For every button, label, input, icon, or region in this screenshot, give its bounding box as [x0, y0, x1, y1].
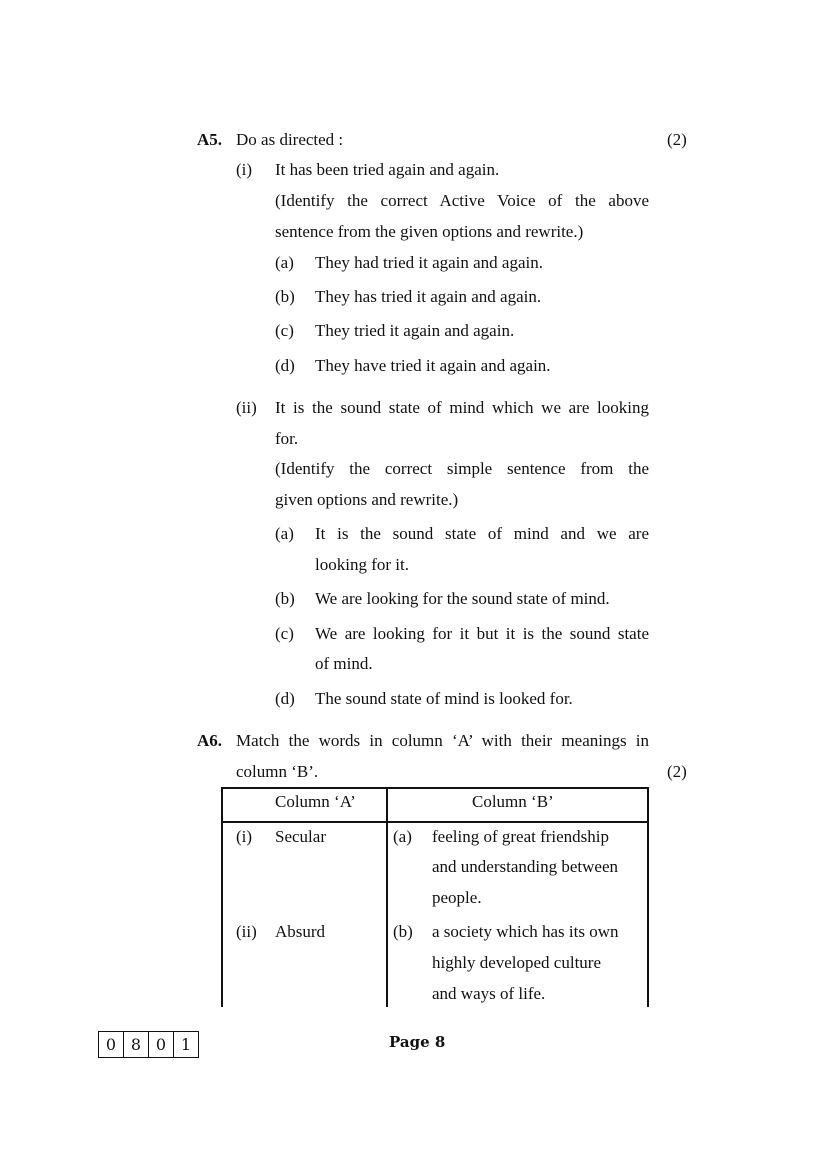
- part-direction-a5-i-line2: sentence from the given options and rewrite.): [275, 222, 584, 241]
- option-text-line1: The sound state of mind is looked for.: [315, 689, 573, 708]
- option-text: They tried it again and again.: [315, 321, 515, 340]
- part-direction-a5-ii-line1: (Identify the correct simple sentence from the: [275, 459, 649, 478]
- table-right-border: [647, 787, 649, 1007]
- marks-a5: (2): [667, 130, 687, 149]
- table-left-border: [221, 787, 223, 1007]
- paper-code-digit: 0: [99, 1032, 124, 1057]
- paper-code-digit: 0: [149, 1032, 174, 1057]
- paper-code-digit: 8: [124, 1032, 149, 1057]
- table-header-column-a: Column ‘A’: [275, 792, 356, 811]
- row-b-label: (a): [393, 827, 412, 846]
- part-sentence-a5-i: It has been tried again and again.: [275, 160, 500, 179]
- option-text: They had tried it again and again.: [315, 253, 543, 272]
- option-text: They has tried it again and again.: [315, 287, 542, 306]
- paper-code-box: [98, 1031, 199, 1058]
- row-b-meaning-line: feeling of great friendship: [432, 827, 610, 846]
- paper-code-digit: 1: [180, 1035, 192, 1054]
- table-header-column-b: Column ‘B’: [472, 792, 554, 811]
- row-b-meaning-line: people.: [432, 888, 482, 907]
- option-label: (c): [275, 321, 294, 340]
- question-number-a5: A5.: [197, 130, 223, 149]
- option-text-line2: of mind.: [315, 654, 373, 673]
- match-table: [221, 787, 649, 1007]
- option-text-line2: looking for it.: [315, 555, 409, 574]
- row-b-meaning-line: and ways of life.: [432, 984, 546, 1003]
- row-a-label: (i): [236, 827, 253, 846]
- question-instruction-a6-line2: column ‘B’.: [236, 762, 319, 781]
- option-text-line1: It is the sound state of mind and we are: [315, 524, 649, 543]
- row-a-word: Secular: [275, 827, 326, 846]
- question-instruction-a5: Do as directed :: [236, 130, 344, 149]
- part-sentence-a5-ii-line1: It is the sound state of mind which we are looking: [275, 398, 649, 417]
- option-label: (c): [275, 624, 294, 643]
- part-direction-a5-i-line1: (Identify the correct Active Voice of the above: [275, 191, 649, 210]
- part-sentence-a5-ii-line2: for.: [275, 429, 299, 448]
- table-column-divider: [386, 787, 388, 1007]
- option-label: (b): [275, 287, 295, 306]
- option-text-line1: We are looking for the sound state of mind.: [315, 589, 610, 608]
- option-label: (d): [275, 689, 295, 708]
- question-number-a6: A6.: [197, 731, 223, 750]
- row-a-word: Absurd: [275, 922, 326, 941]
- table-header-divider: [221, 821, 649, 823]
- option-label: (d): [275, 356, 295, 375]
- option-label: (a): [275, 253, 294, 272]
- part-direction-a5-ii-line2: given options and rewrite.): [275, 490, 459, 509]
- question-instruction-a6-line1: Match the words in column ‘A’ with their meanings in: [236, 731, 649, 750]
- row-a-label: (ii): [236, 922, 257, 941]
- part-label-a5-i: (i): [236, 160, 253, 179]
- option-label: (a): [275, 524, 294, 543]
- option-text: They have tried it again and again.: [315, 356, 551, 375]
- row-b-meaning-line: highly developed culture: [432, 953, 602, 972]
- option-text-line1: We are looking for it but it is the sound state: [315, 624, 649, 643]
- row-b-meaning-line: and understanding between: [432, 857, 618, 876]
- page-number: Page 8: [389, 1033, 446, 1051]
- row-b-meaning-line: a society which has its own: [432, 922, 619, 941]
- table-top-border: [221, 787, 649, 789]
- option-label: (b): [275, 589, 295, 608]
- row-b-label: (b): [393, 922, 413, 941]
- marks-a6: (2): [667, 762, 687, 781]
- part-label-a5-ii: (ii): [236, 398, 257, 417]
